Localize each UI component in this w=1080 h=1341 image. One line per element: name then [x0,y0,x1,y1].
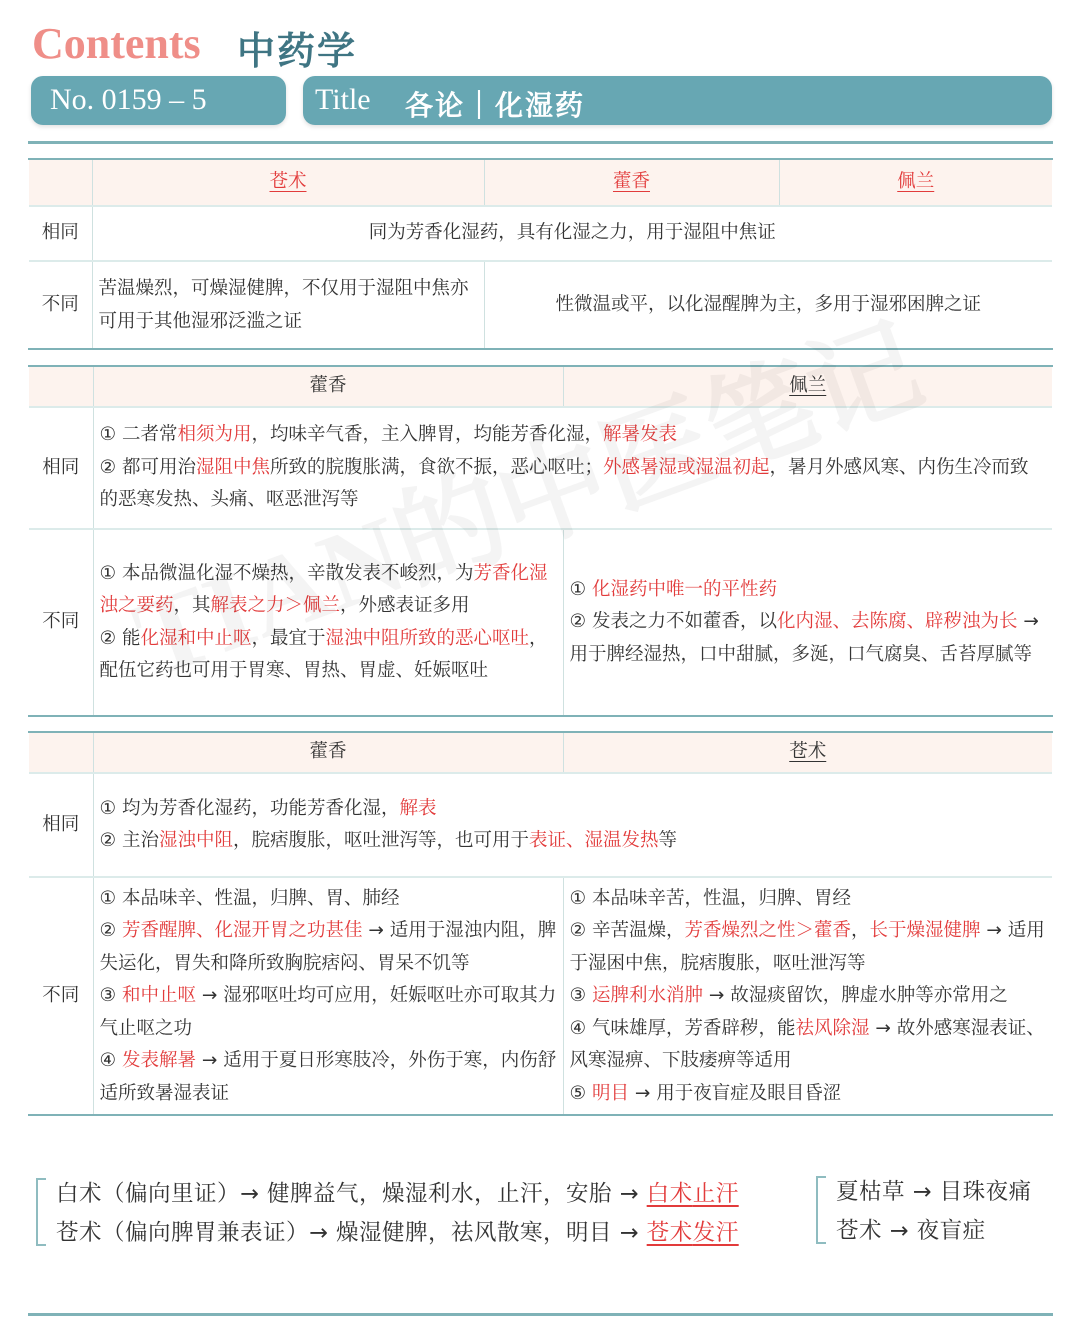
note-baizhu: 白术（偏向里证）→ 健脾益气，燥湿利水，止汗，安胎 → 白术止汗 [56,1181,739,1207]
same-text: 同为芳香化湿药，具有化湿之力，用于湿阻中焦证 [92,206,1052,261]
bracket-left [36,1178,46,1246]
page-title: 各论｜化湿药 [405,89,586,122]
header-blank [29,367,93,407]
subject-title: 中药学 [237,29,358,73]
col-header-huoxiang: 藿香 [93,733,563,773]
col-header-peilan: 佩兰 [897,171,935,193]
col-header-huoxiang: 藿香 [612,171,650,193]
row-label-same: 相同 [29,206,92,261]
note-cangzhu: 苍术（偏向脾胃兼表证）→ 燥湿健脾，祛风散寒，明目 → 苍术发汗 [56,1220,739,1246]
diff-cangzhu: 苦温燥烈，可燥湿健脾，不仅用于湿阻中焦亦可用于其他湿邪泛滥之证 [92,261,484,349]
row-label-same: 相同 [29,773,93,877]
divider-top [28,141,1053,144]
table1-bottom-border [28,348,1053,350]
number-banner [31,76,286,125]
col-header-peilan: 佩兰 [789,375,827,397]
number-label: No. 0159 – 5 [50,83,207,116]
table2-bottom-border [28,715,1053,717]
comparison-table-3 [29,733,1052,1115]
col-header-huoxiang: 藿香 [93,367,563,407]
diff-huoxiang: ① 本品微温化湿不燥热，辛散发表不峻烈，为芳香化湿浊之要药，其解表之力＞佩兰，外感表证多用 ② 能化湿和中止呕，最宜于湿浊中阻所致的恶心呕吐，配伍它药也可用于胃寒、胃热、胃虚、妊娠呕吐 [93,529,563,715]
same-text: ① 均为芳香化湿药，功能芳香化湿，解表 ② 主治湿浊中阻，脘痞腹胀，呕吐泄泻等，也可用于表证、湿温发热等 [93,773,1052,877]
header-blank [29,160,92,206]
diff-peilan: ① 化湿药中唯一的平性药 ② 发表之力不如藿香，以化内湿、去陈腐、辟秽浊为长 → 用于脾经湿热，口中甜腻，多涎，口气腐臭、舌苔厚腻等 [563,529,1052,715]
diff-huoxiang-peilan: 性微温或平，以化湿醒脾为主，多用于湿邪困脾之证 [484,261,1052,349]
contents-label: Contents [32,19,201,68]
diff-cangzhu: ① 本品味辛苦，性温，归脾、胃经 ② 辛苦温燥，芳香燥烈之性＞藿香，长于燥湿健脾 → 适用于湿困中焦，脘痞腹胀，呕吐泄泻等 ③ 运脾利水消肿 → 故湿痰留饮，脾虚水肿等亦常用之 ④ 气味雄厚，芳香辟秽，能祛风除湿 → 故外感寒湿表证、风寒湿痹、下肢痿痹等适用 ⑤ 明目 → 用于夜盲症及眼目昏涩 [563,877,1052,1115]
row-label-diff: 不同 [29,261,92,349]
note-xiakucao: 夏枯草 → 目珠夜痛 [836,1179,1032,1205]
divider-bottom [28,1313,1053,1316]
same-text: ① 二者常相须为用，均味辛气香，主入脾胃，均能芳香化湿，解暑发表 ② 都可用治湿阻中焦所致的脘腹胀满，食欲不振，恶心呕吐；外感暑湿或湿温初起，暑月外感风寒、内伤生冷而致的恶寒发热、头痛、呕恶泄泻等 [93,407,1052,529]
note-cangzhu-night-blindness: 苍术 → 夜盲症 [836,1218,986,1244]
comparison-table-2 [29,367,1052,715]
header-blank [29,733,93,773]
col-header-cangzhu: 苍术 [269,171,307,193]
diff-huoxiang: ① 本品味辛、性温，归脾、胃、肺经 ② 芳香醒脾、化湿开胃之功甚佳 → 适用于湿浊内阻，脾失运化，胃失和降所致胸脘痞闷、胃呆不饥等 ③ 和中止呕 → 湿邪呕吐均可应用，妊娠呕吐亦可取其力气止呕之功 ④ 发表解暑 → 适用于夏日形寒肢冷，外伤于寒，内伤舒适所致暑湿表证 [93,877,563,1115]
row-label-diff: 不同 [29,877,93,1115]
row-label-same: 相同 [29,407,93,529]
table3-bottom-border [28,1114,1053,1116]
row-label-diff: 不同 [29,529,93,715]
title-banner [303,76,1052,125]
title-label: Title [315,83,371,116]
comparison-table-1 [29,160,1052,349]
col-header-cangzhu: 苍术 [789,741,827,763]
bracket-right [816,1176,826,1244]
